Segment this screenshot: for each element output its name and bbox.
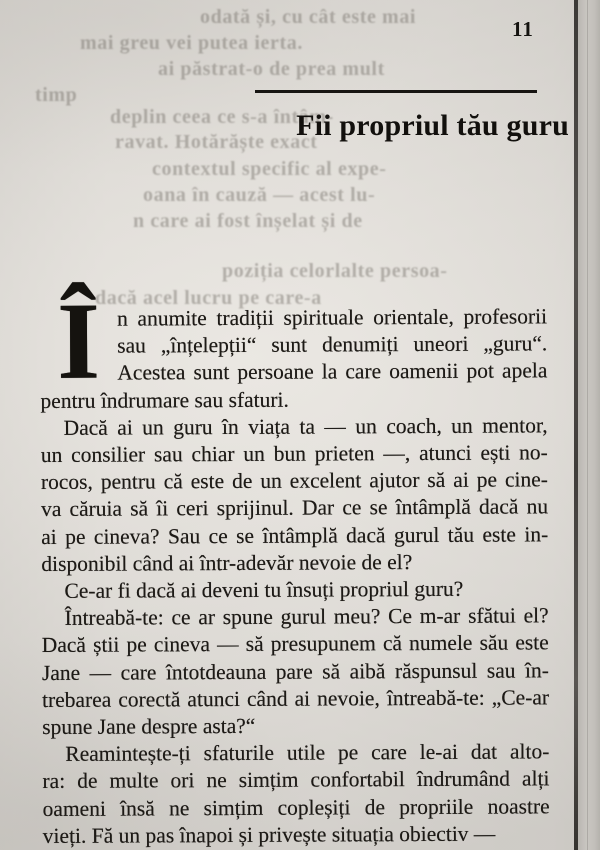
body-line: ai pe cineva? Sau ce se întâmplă dacă gurul tău este in- [41,521,549,549]
body-line: Acestea sunt persoane la care oamenii pot apela [117,358,548,386]
bleedthrough-line: ai păstrat-o de prea mult [158,58,385,80]
body-line: sau „înțelepții“ sunt denumiți uneori „guru“. [117,331,548,358]
bleedthrough-line: poziția celorlalte persoa- [222,260,448,282]
chapter-title: Fii propriul tău guru [296,109,569,142]
body-line: ra: de multe ori ne simțim confortabil îndrumând alți [42,766,550,794]
body-line: oameni însă ne simțim copleșiți de propriile noastre [42,793,550,821]
bleedthrough-line: oana în cauză — acest lu- [143,184,376,206]
page-number: 11 [512,17,534,41]
body-line: Ce-ar fi dacă ai deveni tu însuți propriul guru? [64,576,464,603]
body-line: pentru îndrumare sau sfaturi. [40,387,289,413]
body-line: disponibil când ai într-adevăr nevoie de el? [41,549,413,576]
body-line: Reamintește-ți sfaturile utile pe care le-ai dat alto- [65,739,550,767]
bleedthrough-line: mai greu vei putea ierta. [80,32,303,54]
bleedthrough-line: deplin ceea ce s-a întâm- [110,106,334,128]
body-line: Întreabă-te: ce ar spune gurul meu? Ce m-ar sfătui el? [64,603,549,631]
body-line: va căruia să îi ceri sprijinul. Dar ce se întâmplă dacă nu [41,494,549,522]
adjacent-page-edge [578,0,600,850]
body-line: Jane — care întotdeauna pare să aibă răspunsul sau în- [41,657,549,685]
bleedthrough-line: timp [35,84,78,106]
body-line: n anumite tradiții spirituale orientale, profesorii [117,304,548,331]
bleedthrough-line: contextul specific al expe- [152,158,387,180]
bleedthrough-line: n care ai fost înșelat și de [133,210,363,232]
drop-cap: Î [56,279,101,402]
body-line: spune Jane despre asta?“ [42,713,256,740]
body-line: Dacă știi pe cineva — să presupunem că numele său este [41,630,549,658]
bleedthrough-line: odată și, cu cât este mai [200,6,417,28]
body-line: vieți. Fă un pas înapoi și privește situația obiectiv — [42,821,496,848]
body-line: Dacă ai un guru în viața ta — un coach, un mentor, [63,413,548,440]
bleedthrough-line: dacă acel lucru pe care-a [95,287,322,309]
body-line: un consilier sau chiar un bun prieten —, atunci ești no- [40,440,548,468]
body-line: rocos, pentru că este de un excelent ajutor să ai pe cine- [40,467,548,495]
body-line: trebarea corectă atunci când ai nevoie, întreabă-te: „Ce-ar [41,685,550,712]
chapter-title-rule [255,90,537,93]
bleedthrough-line: ravat. Hotărăște exact [115,131,318,153]
